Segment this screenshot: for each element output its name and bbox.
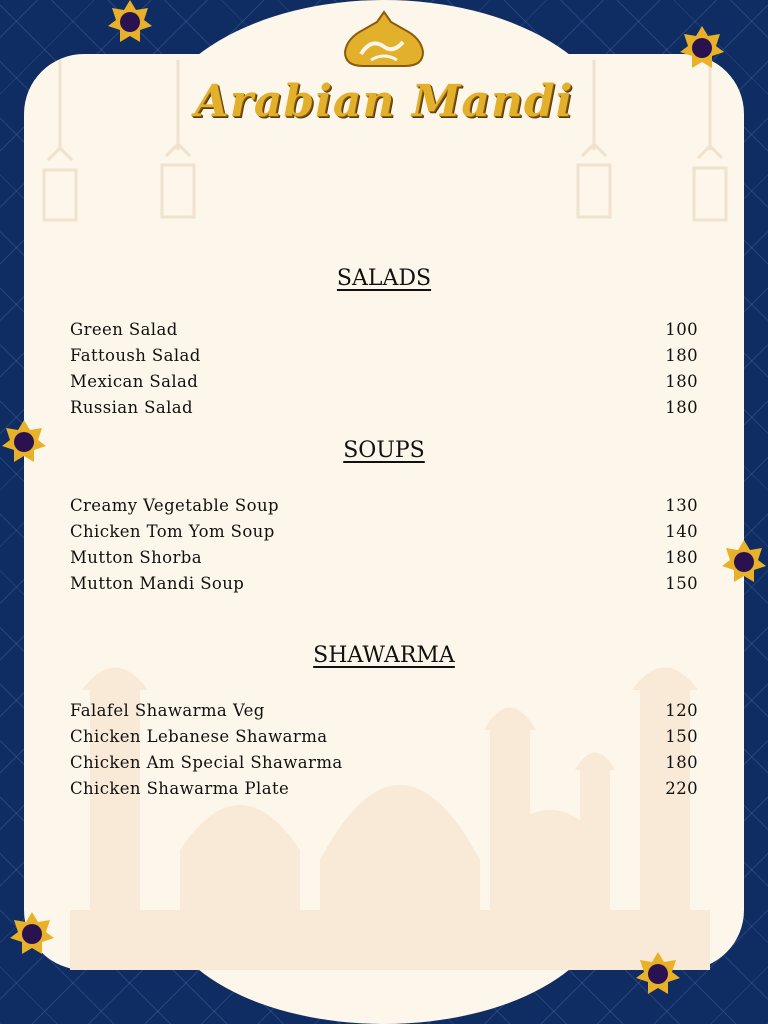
item-price: 220 (665, 779, 698, 798)
item-name: Mutton Shorba (70, 548, 202, 567)
logo-emblem-icon (341, 8, 427, 72)
star-ornament-icon (2, 420, 46, 464)
item-price: 150 (665, 727, 698, 746)
item-name: Chicken Shawarma Plate (70, 779, 290, 798)
section-title: SALADS (336, 266, 432, 291)
item-price: 180 (665, 346, 698, 365)
menu-item (70, 369, 698, 395)
item-price: 180 (665, 372, 698, 391)
item-price: 140 (665, 522, 698, 541)
menu-item (70, 317, 698, 343)
section-title: SOUPS (343, 438, 425, 463)
section-soups (70, 438, 698, 597)
item-name: Creamy Vegetable Soup (70, 496, 279, 515)
item-price: 180 (665, 548, 698, 567)
item-name: Mutton Mandi Soup (70, 574, 245, 593)
item-price: 180 (665, 753, 698, 772)
item-name: Green Salad (70, 320, 178, 339)
item-name: Chicken Tom Yom Soup (70, 522, 275, 541)
star-ornament-icon (636, 952, 680, 996)
brand-name: Arabian Mandi (194, 76, 574, 127)
menu-item (70, 395, 698, 421)
section-shawarma (70, 643, 698, 802)
item-price: 180 (665, 398, 698, 417)
star-ornament-icon (722, 540, 766, 584)
menu-item (70, 724, 698, 750)
star-ornament-icon (10, 912, 54, 956)
menu-item (70, 545, 698, 571)
menu-item (70, 493, 698, 519)
item-name: Fattoush Salad (70, 346, 201, 365)
item-price: 100 (665, 320, 698, 339)
section-salads (70, 266, 698, 421)
menu-item (70, 519, 698, 545)
item-name: Chicken Lebanese Shawarma (70, 727, 328, 746)
item-price: 150 (665, 574, 698, 593)
menu-item (70, 750, 698, 776)
item-price: 120 (665, 701, 698, 720)
item-name: Falafel Shawarma Veg (70, 701, 265, 720)
brand-logo (0, 8, 768, 148)
menu-item (70, 698, 698, 724)
menu-item (70, 571, 698, 597)
item-name: Mexican Salad (70, 372, 199, 391)
section-title: SHAWARMA (313, 643, 455, 668)
item-name: Russian Salad (70, 398, 193, 417)
menu-item (70, 776, 698, 802)
item-price: 130 (665, 496, 698, 515)
menu-item (70, 343, 698, 369)
item-name: Chicken Am Special Shawarma (70, 753, 343, 772)
